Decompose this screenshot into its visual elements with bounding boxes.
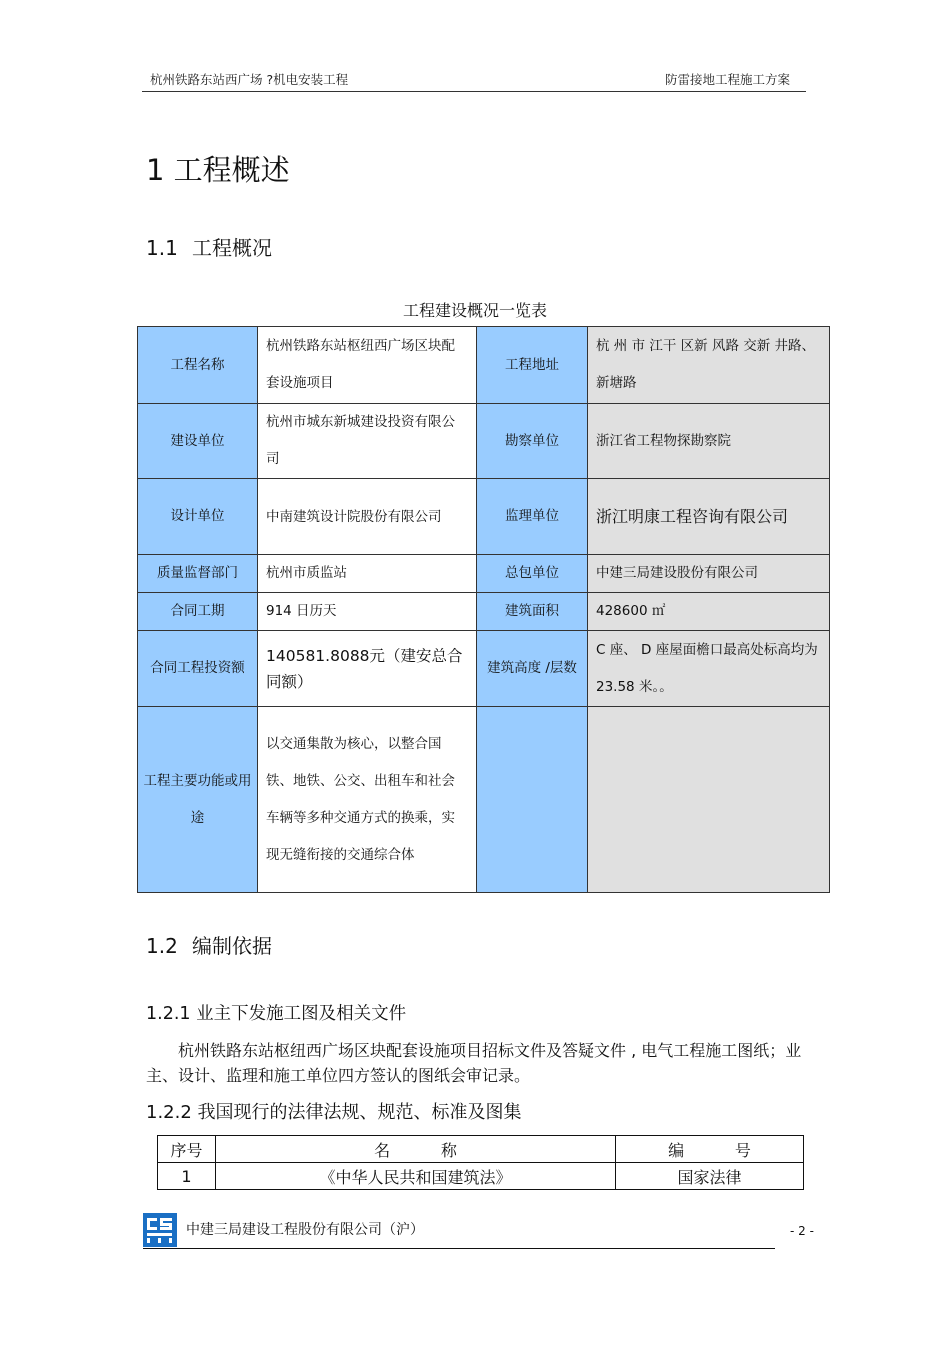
paragraph-text: 杭州铁路东站枢纽西广场区块配套设施项目招标文件及答疑文件 , 电气工程施工图纸；业主、设计、监理和施工单位四方签认的图纸会审记录。 xyxy=(146,1041,802,1085)
table-cell-label: 合同工期 xyxy=(138,593,258,631)
table-cell-label: 工程地址 xyxy=(477,327,588,404)
company-logo-icon xyxy=(143,1213,177,1247)
table-cell-value: 以交通集散为核心，以整合国铁、地铁、公交、出租车和社会车辆等多种交通方式的换乘，实现无缝衔接的交通综合体 xyxy=(258,707,477,893)
page-number: - 2 - xyxy=(790,1224,814,1238)
table-row xyxy=(158,1163,804,1190)
header-right: 防雷接地工程施工方案 xyxy=(664,72,790,87)
cell-code: 国家法律 xyxy=(616,1163,804,1190)
table-cell-value: 杭 州 市 江干 区新 风路 交新 井路、新塘路 xyxy=(588,327,830,404)
section-1-1-number: 1.1 xyxy=(146,236,178,260)
table-cell-label xyxy=(477,707,588,893)
footer-rule xyxy=(143,1248,775,1249)
section-1-2-number: 1.2 xyxy=(146,934,178,958)
header-rule xyxy=(142,91,806,92)
section-1-title: 1 工程概述 xyxy=(146,153,290,187)
table-cell-value: 914 日历天 xyxy=(258,593,477,631)
table-cell-value: 浙江省工程物探勘察院 xyxy=(588,404,830,479)
section-1-2-1-paragraph xyxy=(146,1038,806,1088)
table-cell-label: 质量监督部门 xyxy=(138,555,258,593)
table-cell-label: 设计单位 xyxy=(138,479,258,555)
header-serial: 序号 xyxy=(158,1136,216,1163)
cell-serial: 1 xyxy=(158,1163,216,1190)
section-1-1-heading xyxy=(146,232,272,261)
table-row xyxy=(138,479,830,555)
table-cell-value: 杭州市城东新城建设投资有限公司 xyxy=(258,404,477,479)
table-cell-value: 中建三局建设股份有限公司 xyxy=(588,555,830,593)
table-cell-label: 监理单位 xyxy=(477,479,588,555)
table-row xyxy=(138,404,830,479)
table-cell-label: 建筑高度 /层数 xyxy=(477,631,588,707)
table-row xyxy=(138,555,830,593)
table-cell-label: 工程主要功能或用途 xyxy=(138,707,258,893)
header-name: 名 称 xyxy=(216,1136,616,1163)
table-cell-value: 140581.8088元（建安总合同额） xyxy=(258,631,477,707)
table-cell-label: 建设单位 xyxy=(138,404,258,479)
table-row xyxy=(138,327,830,404)
company-logo xyxy=(143,1213,177,1247)
table-cell-label: 建筑面积 xyxy=(477,593,588,631)
table-cell-label: 勘察单位 xyxy=(477,404,588,479)
table-cell-value: 杭州铁路东站枢纽西广场区块配套设施项目 xyxy=(258,327,477,404)
section-1-2-2-title: 1.2.2 我国现行的法律法规、规范、标准及图集 xyxy=(146,1102,522,1123)
table-cell-value xyxy=(588,707,830,893)
table-cell-label: 工程名称 xyxy=(138,327,258,404)
table-cell-label: 合同工程投资额 xyxy=(138,631,258,707)
header-code: 编 号 xyxy=(616,1136,804,1163)
table-cell-label: 总包单位 xyxy=(477,555,588,593)
section-1-2-1-title: 1.2.1 业主下发施工图及相关文件 xyxy=(146,1004,407,1024)
table-row xyxy=(138,707,830,893)
footer-company: 中建三局建设工程股份有限公司（沪） xyxy=(186,1222,424,1238)
table-cell-value: 中南建筑设计院股份有限公司 xyxy=(258,479,477,555)
standards-table xyxy=(157,1135,804,1190)
overview-table xyxy=(137,326,830,893)
section-1-2-heading xyxy=(146,930,272,959)
table-row xyxy=(138,631,830,707)
table-row xyxy=(138,593,830,631)
overview-table-caption: 工程建设概况一览表 xyxy=(402,301,547,320)
table-cell-value: 浙江明康工程咨询有限公司 xyxy=(588,479,830,555)
header-left: 杭州铁路东站西广场 ?机电安装工程 xyxy=(150,72,349,87)
table-cell-value: 杭州市质监站 xyxy=(258,555,477,593)
cell-name: 《中华人民共和国建筑法》 xyxy=(216,1163,616,1190)
table-header-row xyxy=(158,1136,804,1163)
table-cell-value: 428600 ㎡ xyxy=(588,593,830,631)
table-cell-value: C 座、 D 座屋面檐口最高处标高均为 23.58 米。。 xyxy=(588,631,830,707)
section-1-1-title: 工程概况 xyxy=(192,236,272,260)
section-1-2-title: 编制依据 xyxy=(192,934,272,958)
